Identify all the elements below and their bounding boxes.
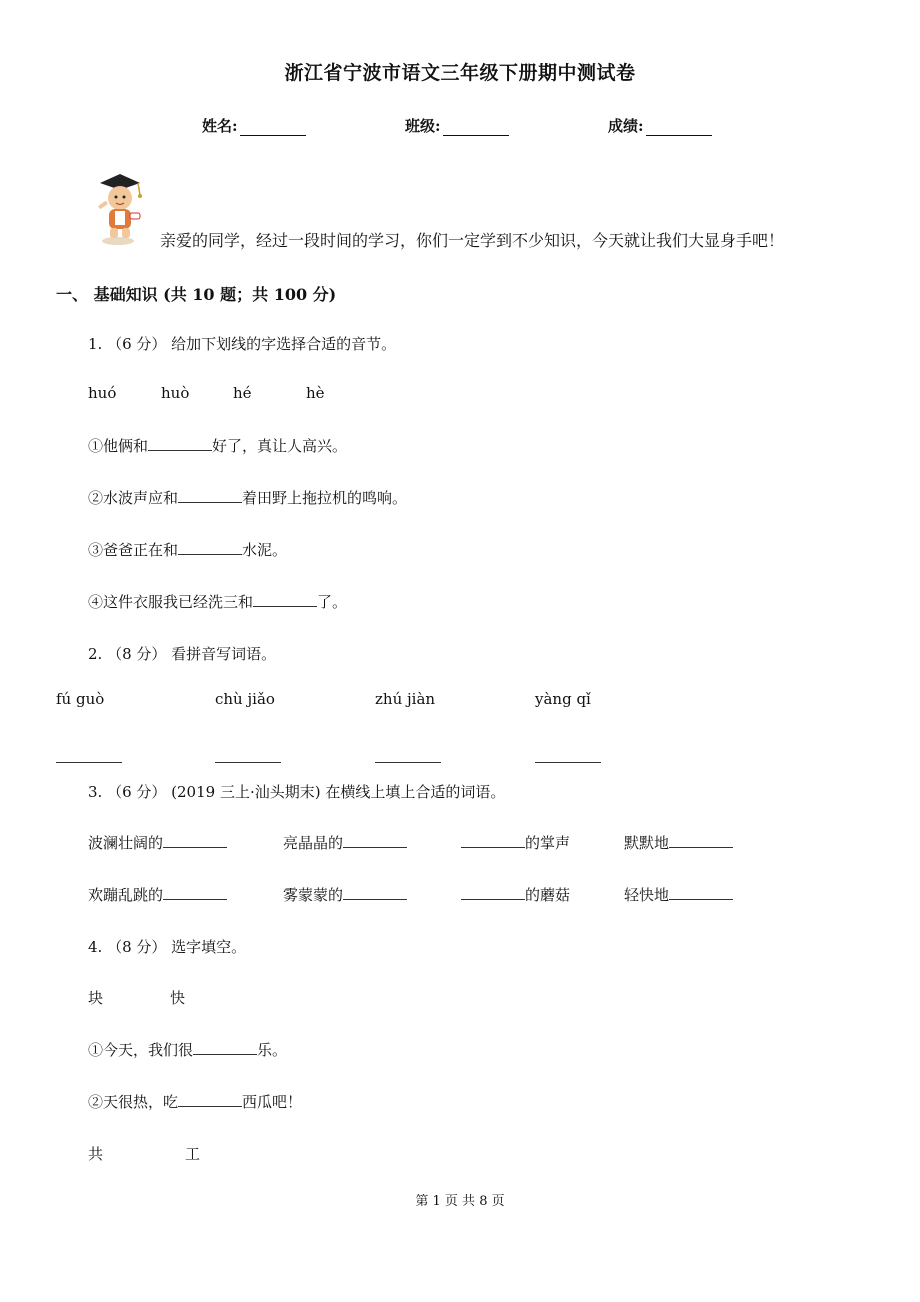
q1-item-after: 了。 bbox=[317, 593, 348, 611]
q3-item bbox=[88, 884, 227, 905]
answer-blank[interactable] bbox=[535, 762, 601, 763]
q1-item-before: ④这件衣服我已经洗三和 bbox=[88, 593, 254, 611]
answer-blank[interactable] bbox=[178, 540, 242, 555]
q1-item-before: ①他俩和 bbox=[88, 437, 149, 455]
q3-item bbox=[283, 832, 407, 853]
q3-item-after: 的掌声 bbox=[525, 834, 571, 852]
q3-stem: 3. （6 分） (2019 三上·汕头期末) 在横线上填上合适的词语。 bbox=[88, 783, 506, 801]
q2-pinyin: fú guò bbox=[56, 690, 105, 708]
q2-pinyin: yàng qǐ bbox=[535, 690, 591, 708]
q4-stem: 4. （8 分） 选字填空。 bbox=[88, 938, 247, 956]
answer-blank[interactable] bbox=[669, 833, 733, 848]
name-field bbox=[202, 115, 306, 136]
answer-blank[interactable] bbox=[56, 762, 122, 763]
q3-item bbox=[461, 884, 570, 905]
q2-stem: 2. （8 分） 看拼音写词语。 bbox=[88, 645, 277, 663]
q4-item bbox=[88, 1039, 287, 1060]
score-blank[interactable] bbox=[646, 119, 712, 136]
answer-blank[interactable] bbox=[163, 833, 227, 848]
q3-item-before: 轻快地 bbox=[624, 886, 670, 904]
q1-option: hé bbox=[233, 384, 252, 402]
q3-item bbox=[283, 884, 407, 905]
answer-blank[interactable] bbox=[461, 833, 525, 848]
answer-blank[interactable] bbox=[461, 885, 525, 900]
q2-pinyin: chù jiǎo bbox=[215, 690, 275, 708]
q3-item-before: 波澜壮阔的 bbox=[88, 834, 164, 852]
q3-item-before: 雾蒙蒙的 bbox=[283, 886, 344, 904]
greeting-text: 亲爱的同学，经过一段时间的学习，你们一定学到不少知识，今天就让我们大显身手吧！ bbox=[160, 231, 785, 250]
q1-item bbox=[88, 435, 347, 456]
answer-blank[interactable] bbox=[343, 885, 407, 900]
name-label: 姓名: bbox=[202, 117, 238, 135]
q3-item bbox=[624, 832, 733, 853]
q1-option: huò bbox=[161, 384, 190, 402]
page-footer: 第 1 页 共 8 页 bbox=[415, 1194, 505, 1209]
score-field bbox=[608, 115, 712, 136]
answer-blank[interactable] bbox=[193, 1040, 257, 1055]
q4-choice: 快 bbox=[170, 989, 186, 1007]
q4-item bbox=[88, 1091, 302, 1112]
answer-blank[interactable] bbox=[215, 762, 281, 763]
answer-blank[interactable] bbox=[375, 762, 441, 763]
q1-item-after: 水泥。 bbox=[242, 541, 288, 559]
q3-item-before: 默默地 bbox=[624, 834, 670, 852]
q3-item-after: 的蘑菇 bbox=[525, 886, 571, 904]
class-label: 班级: bbox=[405, 117, 441, 135]
q3-item-before: 欢蹦乱跳的 bbox=[88, 886, 164, 904]
class-field bbox=[405, 115, 509, 136]
q1-option: hè bbox=[306, 384, 325, 402]
name-blank[interactable] bbox=[240, 119, 306, 136]
answer-blank[interactable] bbox=[178, 488, 242, 503]
q1-item-after: 好了，真让人高兴。 bbox=[212, 437, 348, 455]
section-heading: 一、 基础知识 (共 10 题；共 100 分) bbox=[56, 285, 337, 304]
q1-item-before: ③爸爸正在和 bbox=[88, 541, 179, 559]
q2-pinyin: zhú jiàn bbox=[375, 690, 436, 708]
score-label: 成绩: bbox=[608, 117, 644, 135]
q3-item-before: 亮晶晶的 bbox=[283, 834, 344, 852]
q1-option: huó bbox=[88, 384, 117, 402]
q4-choice: 共 bbox=[88, 1145, 104, 1163]
answer-blank[interactable] bbox=[253, 592, 317, 607]
q1-item bbox=[88, 591, 347, 612]
q4-item-before: ①今天，我们很 bbox=[88, 1041, 194, 1059]
mascot-icon bbox=[88, 165, 150, 247]
q4-choice: 块 bbox=[88, 989, 104, 1007]
class-blank[interactable] bbox=[443, 119, 509, 136]
q3-item bbox=[461, 832, 570, 853]
q4-item-after: 乐。 bbox=[257, 1041, 288, 1059]
q3-item bbox=[88, 832, 227, 853]
answer-blank[interactable] bbox=[343, 833, 407, 848]
q1-item-after: 着田野上拖拉机的鸣响。 bbox=[242, 489, 408, 507]
answer-blank[interactable] bbox=[669, 885, 733, 900]
answer-blank[interactable] bbox=[163, 885, 227, 900]
q4-item-after: 西瓜吧！ bbox=[242, 1093, 303, 1111]
q1-item bbox=[88, 539, 287, 560]
q1-stem: 1. （6 分） 给加下划线的字选择合适的音节。 bbox=[88, 335, 397, 353]
page-title: 浙江省宁波市语文三年级下册期中测试卷 bbox=[284, 62, 636, 84]
q4-choice: 工 bbox=[185, 1145, 201, 1163]
answer-blank[interactable] bbox=[148, 436, 212, 451]
q1-item-before: ②水波声应和 bbox=[88, 489, 179, 507]
q3-item bbox=[624, 884, 733, 905]
q1-item bbox=[88, 487, 407, 508]
q4-item-before: ②天很热，吃 bbox=[88, 1093, 179, 1111]
answer-blank[interactable] bbox=[178, 1092, 242, 1107]
